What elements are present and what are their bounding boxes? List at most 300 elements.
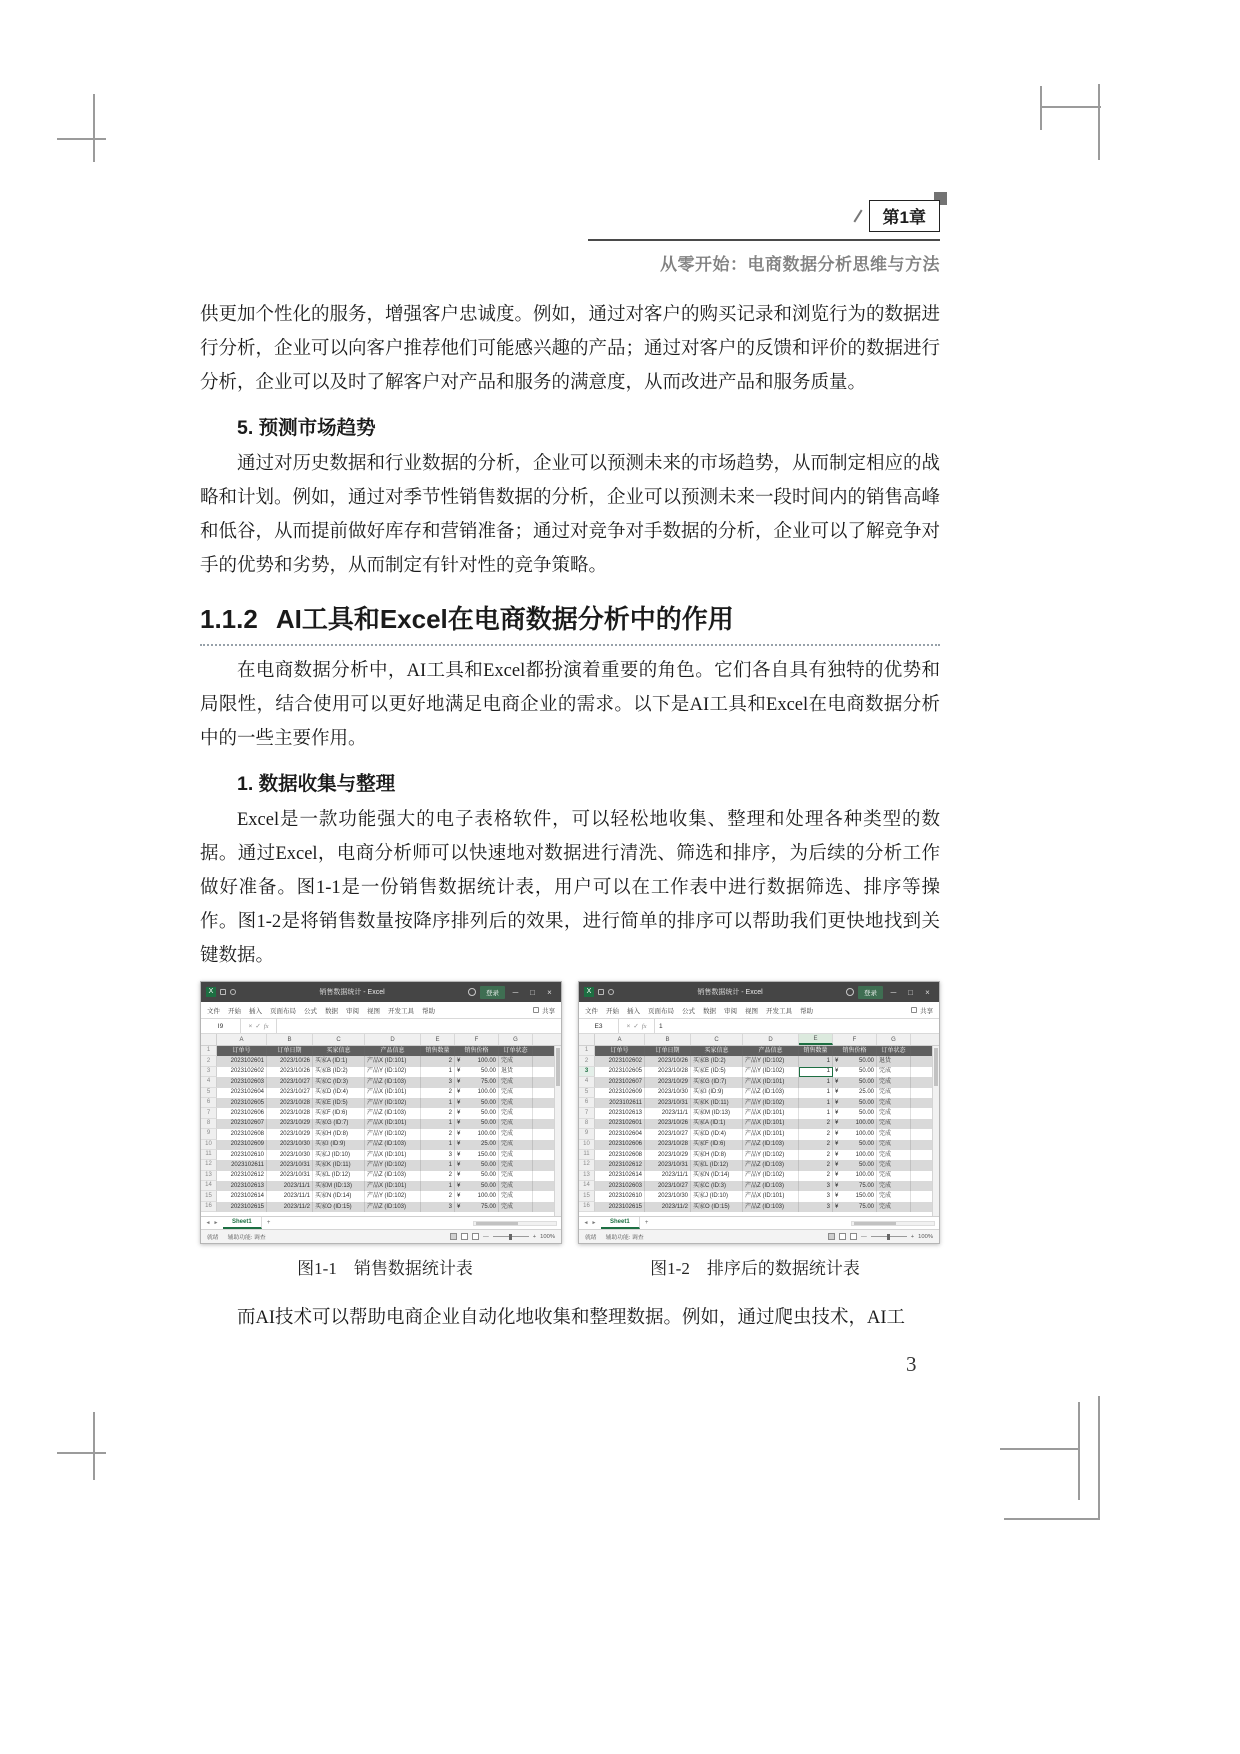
scrollbar-track[interactable] bbox=[473, 1221, 557, 1226]
cell[interactable]: 2023/10/31 bbox=[267, 1160, 313, 1170]
check-icon[interactable]: ✓ bbox=[255, 1023, 261, 1030]
cell[interactable]: 产品X (ID:101) bbox=[743, 1119, 799, 1129]
cell[interactable]: 产品Z (ID:103) bbox=[365, 1202, 421, 1212]
cell[interactable]: 产品Z (ID:103) bbox=[743, 1160, 799, 1170]
cell[interactable]: 买家N (ID:14) bbox=[313, 1191, 365, 1201]
row-header[interactable]: 9 bbox=[201, 1129, 217, 1139]
cell[interactable]: ¥ 50.00 bbox=[833, 1108, 877, 1118]
minimize-button[interactable]: ─ bbox=[512, 987, 519, 997]
cell[interactable]: 完成 bbox=[877, 1119, 911, 1129]
cell[interactable]: 2023/11/1 bbox=[645, 1171, 691, 1181]
cell[interactable]: 1 bbox=[799, 1077, 833, 1087]
cell[interactable]: 产品Y (ID:102) bbox=[365, 1067, 421, 1077]
cell[interactable]: 产品X (ID:101) bbox=[365, 1119, 421, 1129]
share-button[interactable] bbox=[911, 1006, 933, 1015]
search-icon[interactable] bbox=[846, 988, 854, 996]
cell[interactable]: 2023/10/31 bbox=[645, 1160, 691, 1170]
cell[interactable]: 销售价格 bbox=[455, 1046, 499, 1056]
column-header-F[interactable]: F bbox=[455, 1034, 499, 1045]
cell[interactable]: 产品信息 bbox=[365, 1046, 421, 1056]
cell[interactable]: 2023102610 bbox=[217, 1150, 267, 1160]
cell[interactable]: 2023/11/1 bbox=[267, 1181, 313, 1191]
row-header[interactable]: 2 bbox=[201, 1056, 217, 1066]
cell[interactable]: 买家M (ID:13) bbox=[691, 1108, 743, 1118]
cell[interactable]: 3 bbox=[799, 1191, 833, 1201]
cell[interactable]: 2023102601 bbox=[217, 1056, 267, 1066]
horizontal-scrollbar[interactable] bbox=[847, 1217, 939, 1229]
row-header[interactable]: 11 bbox=[579, 1150, 595, 1160]
sheet-prev-icon[interactable]: ◄ bbox=[583, 1220, 589, 1226]
cell[interactable]: 产品X (ID:101) bbox=[365, 1056, 421, 1066]
scrollbar-thumb[interactable] bbox=[476, 1222, 518, 1225]
cell[interactable]: ¥ 50.00 bbox=[455, 1181, 499, 1191]
page-break-view-icon[interactable] bbox=[850, 1233, 857, 1240]
cell[interactable]: 退货 bbox=[877, 1056, 911, 1066]
cell[interactable]: 订单日期 bbox=[267, 1046, 313, 1056]
cell[interactable]: 买家C (ID:3) bbox=[313, 1077, 365, 1087]
cell[interactable]: 完成 bbox=[877, 1150, 911, 1160]
cell[interactable]: ¥ 100.00 bbox=[455, 1088, 499, 1098]
cell[interactable]: ¥ 50.00 bbox=[455, 1098, 499, 1108]
cell[interactable]: 2023102615 bbox=[217, 1202, 267, 1212]
row-header[interactable]: 8 bbox=[201, 1119, 217, 1129]
horizontal-scrollbar[interactable] bbox=[469, 1217, 561, 1229]
cell[interactable]: ¥ 50.00 bbox=[833, 1160, 877, 1170]
cell[interactable]: ¥ 150.00 bbox=[455, 1150, 499, 1160]
cell[interactable]: 1 bbox=[421, 1140, 455, 1150]
cell[interactable]: 销售数量 bbox=[799, 1046, 833, 1056]
cell[interactable]: 2023102608 bbox=[595, 1150, 645, 1160]
cell[interactable]: 产品Y (ID:102) bbox=[743, 1056, 799, 1066]
column-header-E[interactable]: E bbox=[421, 1034, 455, 1045]
column-header-G[interactable]: G bbox=[877, 1034, 911, 1045]
row-header[interactable]: 6 bbox=[201, 1098, 217, 1108]
cell[interactable]: 完成 bbox=[877, 1160, 911, 1170]
zoom-in-icon[interactable]: + bbox=[532, 1233, 537, 1240]
cell[interactable]: 完成 bbox=[499, 1088, 533, 1098]
cell[interactable]: 完成 bbox=[877, 1067, 911, 1077]
row-header[interactable]: 16 bbox=[579, 1202, 595, 1212]
ribbon-tab[interactable]: 公式 bbox=[304, 1007, 317, 1015]
cell[interactable]: ¥ 50.00 bbox=[833, 1067, 877, 1077]
cell[interactable]: 产品Y (ID:102) bbox=[365, 1129, 421, 1139]
cell[interactable]: 订单状态 bbox=[499, 1046, 533, 1056]
cell[interactable]: 产品Z (ID:103) bbox=[743, 1202, 799, 1212]
cell[interactable]: 产品Z (ID:103) bbox=[365, 1140, 421, 1150]
row-header[interactable]: 1 bbox=[579, 1046, 595, 1056]
cell[interactable]: 2 bbox=[799, 1150, 833, 1160]
page-layout-view-icon[interactable] bbox=[461, 1233, 468, 1240]
minimize-button[interactable]: ─ bbox=[890, 987, 897, 997]
cell[interactable]: ¥ 25.00 bbox=[455, 1140, 499, 1150]
row-header[interactable]: 5 bbox=[579, 1088, 595, 1098]
cell[interactable]: 2023/11/2 bbox=[645, 1202, 691, 1212]
cell[interactable]: 2023102614 bbox=[595, 1171, 645, 1181]
cell[interactable]: ¥ 75.00 bbox=[833, 1181, 877, 1191]
cell[interactable]: 买家C (ID:3) bbox=[691, 1181, 743, 1191]
cell[interactable]: 2023/10/27 bbox=[645, 1181, 691, 1191]
row-header[interactable]: 10 bbox=[579, 1140, 595, 1150]
cell[interactable]: 买家E (ID:5) bbox=[691, 1067, 743, 1077]
cell[interactable]: 2 bbox=[421, 1108, 455, 1118]
cell[interactable]: 2023102604 bbox=[595, 1129, 645, 1139]
sheet-tab-sheet1[interactable]: Sheet1 bbox=[223, 1217, 262, 1229]
cell[interactable]: ¥ 50.00 bbox=[455, 1119, 499, 1129]
cell[interactable]: ¥ 50.00 bbox=[833, 1056, 877, 1066]
cell[interactable]: 完成 bbox=[877, 1191, 911, 1201]
cell[interactable]: ¥ 100.00 bbox=[455, 1191, 499, 1201]
zoom-slider-thumb[interactable] bbox=[887, 1234, 890, 1240]
cell[interactable]: 2023/10/26 bbox=[645, 1056, 691, 1066]
cell[interactable]: 完成 bbox=[877, 1181, 911, 1191]
cell[interactable]: 完成 bbox=[499, 1129, 533, 1139]
cell[interactable]: 2023/10/30 bbox=[267, 1150, 313, 1160]
cell[interactable]: 2023102606 bbox=[595, 1140, 645, 1150]
cell[interactable]: 完成 bbox=[499, 1077, 533, 1087]
cell[interactable]: 3 bbox=[799, 1181, 833, 1191]
row-header[interactable]: 7 bbox=[579, 1108, 595, 1118]
check-icon[interactable]: ✓ bbox=[633, 1023, 639, 1030]
cell[interactable]: ¥ 50.00 bbox=[455, 1067, 499, 1077]
ribbon-tab[interactable]: 插入 bbox=[249, 1007, 262, 1015]
cell[interactable]: 2023102603 bbox=[595, 1181, 645, 1191]
cell[interactable]: ¥ 50.00 bbox=[455, 1108, 499, 1118]
cell[interactable]: 买家N (ID:14) bbox=[691, 1171, 743, 1181]
cell[interactable]: 2 bbox=[799, 1160, 833, 1170]
row-header[interactable]: 12 bbox=[579, 1160, 595, 1170]
cell[interactable]: 买家D (ID:4) bbox=[313, 1088, 365, 1098]
column-header-C[interactable]: C bbox=[691, 1034, 743, 1045]
cell[interactable]: 产品Z (ID:103) bbox=[743, 1140, 799, 1150]
cell[interactable]: 2023102601 bbox=[595, 1119, 645, 1129]
cell[interactable]: 2023/10/28 bbox=[267, 1108, 313, 1118]
cell[interactable]: 2023102609 bbox=[595, 1088, 645, 1098]
cell[interactable]: 完成 bbox=[499, 1119, 533, 1129]
cell[interactable]: 2 bbox=[421, 1171, 455, 1181]
cell[interactable]: ¥ 100.00 bbox=[455, 1056, 499, 1066]
cell[interactable]: 产品Z (ID:103) bbox=[743, 1088, 799, 1098]
cell[interactable]: 买家B (ID:2) bbox=[313, 1067, 365, 1077]
cell[interactable]: 2023102613 bbox=[595, 1108, 645, 1118]
row-header[interactable]: 12 bbox=[201, 1160, 217, 1170]
ribbon-tab[interactable]: 页面布局 bbox=[270, 1007, 296, 1015]
cell[interactable]: 完成 bbox=[877, 1098, 911, 1108]
cell[interactable]: 买家G (ID:7) bbox=[313, 1119, 365, 1129]
cell[interactable]: ¥ 100.00 bbox=[833, 1129, 877, 1139]
formula-input[interactable]: 1 bbox=[659, 1022, 663, 1030]
cell[interactable]: 2023102612 bbox=[595, 1160, 645, 1170]
cell[interactable]: 产品Z (ID:103) bbox=[743, 1181, 799, 1191]
cell[interactable]: 3 bbox=[421, 1150, 455, 1160]
cell[interactable]: 产品信息 bbox=[743, 1046, 799, 1056]
cell[interactable]: ¥ 50.00 bbox=[833, 1140, 877, 1150]
cell[interactable]: 买家I (ID:9) bbox=[691, 1088, 743, 1098]
sheet-next-icon[interactable]: ► bbox=[591, 1220, 597, 1226]
ribbon-tab[interactable]: 数据 bbox=[325, 1007, 338, 1015]
undo-icon[interactable] bbox=[230, 989, 236, 995]
cell[interactable]: ¥ 50.00 bbox=[455, 1160, 499, 1170]
zoom-level[interactable]: 100% bbox=[918, 1233, 933, 1240]
page-layout-view-icon[interactable] bbox=[839, 1233, 846, 1240]
cell[interactable]: 产品X (ID:101) bbox=[743, 1191, 799, 1201]
column-header-A[interactable]: A bbox=[217, 1034, 267, 1045]
ribbon-tab[interactable]: 开始 bbox=[228, 1007, 241, 1015]
cell[interactable]: 产品Y (ID:102) bbox=[743, 1098, 799, 1108]
fx-icon[interactable]: fx bbox=[641, 1022, 647, 1030]
cell[interactable]: 2023/10/26 bbox=[267, 1056, 313, 1066]
column-header-D[interactable]: D bbox=[365, 1034, 421, 1045]
login-button[interactable]: 登录 bbox=[480, 986, 505, 999]
cell[interactable]: 完成 bbox=[877, 1171, 911, 1181]
cell[interactable]: 3 bbox=[421, 1077, 455, 1087]
cell[interactable]: 2023/10/29 bbox=[645, 1077, 691, 1087]
ribbon-tab[interactable]: 审阅 bbox=[724, 1007, 737, 1015]
cell[interactable]: 买家L (ID:12) bbox=[313, 1171, 365, 1181]
cell[interactable]: 买家A (ID:1) bbox=[313, 1056, 365, 1066]
cell[interactable]: 2023/10/28 bbox=[645, 1067, 691, 1077]
zoom-level[interactable]: 100% bbox=[540, 1233, 555, 1240]
cell[interactable]: ¥ 50.00 bbox=[833, 1077, 877, 1087]
cell[interactable]: 买家J (ID:10) bbox=[691, 1191, 743, 1201]
cell[interactable]: 1 bbox=[799, 1067, 833, 1077]
column-header-E[interactable]: E bbox=[799, 1034, 833, 1045]
cell[interactable]: 2 bbox=[421, 1056, 455, 1066]
cell[interactable]: ¥ 25.00 bbox=[833, 1088, 877, 1098]
cell[interactable]: 2023/10/28 bbox=[267, 1098, 313, 1108]
column-header-C[interactable]: C bbox=[313, 1034, 365, 1045]
row-header[interactable]: 10 bbox=[201, 1140, 217, 1150]
name-box[interactable]: E3 bbox=[579, 1019, 619, 1033]
cell[interactable]: 产品Y (ID:102) bbox=[743, 1150, 799, 1160]
cell[interactable]: 产品X (ID:101) bbox=[743, 1077, 799, 1087]
sheet-tab-sheet1[interactable]: Sheet1 bbox=[601, 1217, 640, 1229]
cell[interactable]: 买家H (ID:8) bbox=[691, 1150, 743, 1160]
cell[interactable]: 买家E (ID:5) bbox=[313, 1098, 365, 1108]
cell[interactable]: ¥ 75.00 bbox=[455, 1077, 499, 1087]
cell[interactable]: 买家J (ID:10) bbox=[313, 1150, 365, 1160]
cell[interactable]: 买家F (ID:6) bbox=[313, 1108, 365, 1118]
cell[interactable]: 完成 bbox=[499, 1160, 533, 1170]
row-header[interactable]: 6 bbox=[579, 1098, 595, 1108]
row-header[interactable]: 15 bbox=[201, 1191, 217, 1201]
cell[interactable]: 2023102608 bbox=[217, 1129, 267, 1139]
row-header[interactable]: 15 bbox=[579, 1191, 595, 1201]
share-button[interactable] bbox=[533, 1006, 555, 1015]
cell[interactable]: 2023102611 bbox=[595, 1098, 645, 1108]
cell[interactable]: 买家O (ID:15) bbox=[691, 1202, 743, 1212]
cancel-icon[interactable]: × bbox=[626, 1022, 631, 1030]
cell[interactable]: 买家K (ID:11) bbox=[691, 1098, 743, 1108]
cell[interactable]: 订单号 bbox=[217, 1046, 267, 1056]
cell[interactable]: 买家I (ID:9) bbox=[313, 1140, 365, 1150]
cell[interactable]: 2023102603 bbox=[217, 1077, 267, 1087]
row-header[interactable]: 14 bbox=[579, 1181, 595, 1191]
cell[interactable]: 产品Z (ID:103) bbox=[365, 1077, 421, 1087]
cell[interactable]: 买家B (ID:2) bbox=[691, 1056, 743, 1066]
cell[interactable]: 2023/10/29 bbox=[267, 1129, 313, 1139]
ribbon-tab[interactable]: 开发工具 bbox=[766, 1007, 792, 1015]
cell[interactable]: 销售价格 bbox=[833, 1046, 877, 1056]
column-header-F[interactable]: F bbox=[833, 1034, 877, 1045]
column-header-G[interactable]: G bbox=[499, 1034, 533, 1045]
cell[interactable]: 2023102609 bbox=[217, 1140, 267, 1150]
cell[interactable]: 产品Y (ID:102) bbox=[365, 1098, 421, 1108]
cell[interactable]: 订单日期 bbox=[645, 1046, 691, 1056]
row-header[interactable]: 2 bbox=[579, 1056, 595, 1066]
row-header[interactable]: 3 bbox=[579, 1067, 595, 1077]
ribbon-tab[interactable]: 公式 bbox=[682, 1007, 695, 1015]
cell[interactable]: ¥ 50.00 bbox=[455, 1171, 499, 1181]
cell[interactable]: 1 bbox=[421, 1067, 455, 1077]
search-icon[interactable] bbox=[468, 988, 476, 996]
row-header[interactable]: 3 bbox=[201, 1067, 217, 1077]
select-all-corner[interactable] bbox=[201, 1034, 217, 1045]
maximize-button[interactable]: □ bbox=[530, 987, 535, 997]
cell[interactable]: 订单号 bbox=[595, 1046, 645, 1056]
cell[interactable]: 2 bbox=[799, 1140, 833, 1150]
column-header-D[interactable]: D bbox=[743, 1034, 799, 1045]
cell[interactable]: 2023102614 bbox=[217, 1191, 267, 1201]
scrollbar-thumb[interactable] bbox=[556, 1048, 560, 1086]
cell[interactable]: 完成 bbox=[499, 1140, 533, 1150]
normal-view-icon[interactable] bbox=[450, 1233, 457, 1240]
cell[interactable]: 完成 bbox=[499, 1171, 533, 1181]
cell[interactable]: 退货 bbox=[499, 1067, 533, 1077]
cell[interactable]: 2023102610 bbox=[595, 1191, 645, 1201]
cell[interactable]: 1 bbox=[799, 1098, 833, 1108]
cell[interactable]: 产品Z (ID:103) bbox=[365, 1171, 421, 1181]
cell[interactable]: 完成 bbox=[499, 1150, 533, 1160]
cell[interactable]: 2 bbox=[421, 1129, 455, 1139]
cancel-icon[interactable]: × bbox=[248, 1022, 253, 1030]
ribbon-tab[interactable]: 页面布局 bbox=[648, 1007, 674, 1015]
cell[interactable]: 2 bbox=[421, 1191, 455, 1201]
cell[interactable]: 完成 bbox=[499, 1181, 533, 1191]
column-header-A[interactable]: A bbox=[595, 1034, 645, 1045]
zoom-in-icon[interactable]: + bbox=[910, 1233, 915, 1240]
cell[interactable]: 2023/10/29 bbox=[267, 1119, 313, 1129]
scrollbar-track[interactable] bbox=[851, 1221, 935, 1226]
cell[interactable]: 2023/10/26 bbox=[645, 1119, 691, 1129]
undo-icon[interactable] bbox=[608, 989, 614, 995]
cell[interactable]: 2023102613 bbox=[217, 1181, 267, 1191]
cell[interactable]: 2023/10/27 bbox=[645, 1129, 691, 1139]
cell[interactable]: 产品X (ID:101) bbox=[743, 1129, 799, 1139]
add-sheet-button[interactable]: + bbox=[266, 1220, 271, 1226]
cell[interactable]: 1 bbox=[421, 1181, 455, 1191]
vertical-scrollbar[interactable] bbox=[554, 1046, 561, 1216]
cell[interactable]: 买家信息 bbox=[691, 1046, 743, 1056]
row-header[interactable]: 8 bbox=[579, 1119, 595, 1129]
cell[interactable]: 产品X (ID:101) bbox=[365, 1181, 421, 1191]
cell[interactable]: 销售数量 bbox=[421, 1046, 455, 1056]
cell[interactable]: 买家L (ID:12) bbox=[691, 1160, 743, 1170]
cell[interactable]: 订单状态 bbox=[877, 1046, 911, 1056]
row-header[interactable]: 4 bbox=[201, 1077, 217, 1087]
cell[interactable]: 产品Y (ID:102) bbox=[365, 1160, 421, 1170]
ribbon-tab[interactable]: 开始 bbox=[606, 1007, 619, 1015]
cell[interactable]: 2023/10/27 bbox=[267, 1088, 313, 1098]
cell[interactable]: 2023102615 bbox=[595, 1202, 645, 1212]
cell[interactable]: 买家H (ID:8) bbox=[313, 1129, 365, 1139]
row-header[interactable]: 4 bbox=[579, 1077, 595, 1087]
cell[interactable]: 买家F (ID:6) bbox=[691, 1140, 743, 1150]
cell[interactable]: 完成 bbox=[499, 1098, 533, 1108]
cell[interactable]: 完成 bbox=[877, 1077, 911, 1087]
cell[interactable]: 产品X (ID:101) bbox=[365, 1088, 421, 1098]
cell[interactable]: 2023102604 bbox=[217, 1088, 267, 1098]
cell[interactable]: ¥ 75.00 bbox=[833, 1202, 877, 1212]
cell[interactable]: 2 bbox=[421, 1088, 455, 1098]
cell[interactable]: 2023/10/30 bbox=[267, 1140, 313, 1150]
cell[interactable]: 2023/10/26 bbox=[267, 1067, 313, 1077]
row-header[interactable]: 13 bbox=[579, 1171, 595, 1181]
cell[interactable]: 买家G (ID:7) bbox=[691, 1077, 743, 1087]
cell[interactable]: 买家O (ID:15) bbox=[313, 1202, 365, 1212]
cell[interactable]: 1 bbox=[421, 1119, 455, 1129]
cell[interactable]: 买家K (ID:11) bbox=[313, 1160, 365, 1170]
select-all-corner[interactable] bbox=[579, 1034, 595, 1045]
zoom-out-icon[interactable]: — bbox=[482, 1233, 489, 1240]
cell[interactable]: 产品Z (ID:103) bbox=[365, 1108, 421, 1118]
close-button[interactable]: × bbox=[547, 987, 552, 997]
save-icon[interactable] bbox=[220, 989, 226, 995]
row-header[interactable]: 7 bbox=[201, 1108, 217, 1118]
cell[interactable]: 2023102607 bbox=[217, 1119, 267, 1129]
cell[interactable]: 2023102602 bbox=[217, 1067, 267, 1077]
cell[interactable]: ¥ 100.00 bbox=[833, 1171, 877, 1181]
cell[interactable]: 2023/10/28 bbox=[645, 1140, 691, 1150]
row-header[interactable]: 1 bbox=[201, 1046, 217, 1056]
close-button[interactable]: × bbox=[925, 987, 930, 997]
row-header[interactable]: 13 bbox=[201, 1171, 217, 1181]
cell[interactable]: 买家M (ID:13) bbox=[313, 1181, 365, 1191]
cell[interactable]: 完成 bbox=[499, 1108, 533, 1118]
cell[interactable]: 2023/10/29 bbox=[645, 1150, 691, 1160]
cell[interactable]: 2023102612 bbox=[217, 1171, 267, 1181]
column-header-B[interactable]: B bbox=[645, 1034, 691, 1045]
cell[interactable]: 2023/11/2 bbox=[267, 1202, 313, 1212]
cell[interactable]: 产品Y (ID:102) bbox=[743, 1067, 799, 1077]
cell[interactable]: 买家信息 bbox=[313, 1046, 365, 1056]
fx-icon[interactable]: fx bbox=[263, 1022, 269, 1030]
cell[interactable]: 产品X (ID:101) bbox=[743, 1108, 799, 1118]
ribbon-tab[interactable]: 帮助 bbox=[422, 1007, 435, 1015]
sheet-next-icon[interactable]: ► bbox=[213, 1220, 219, 1226]
cell[interactable]: 产品Y (ID:102) bbox=[743, 1171, 799, 1181]
ribbon-tab[interactable]: 数据 bbox=[703, 1007, 716, 1015]
ribbon-tab[interactable]: 审阅 bbox=[346, 1007, 359, 1015]
cell[interactable]: 完成 bbox=[877, 1108, 911, 1118]
zoom-slider[interactable] bbox=[871, 1236, 907, 1238]
cell[interactable]: 买家D (ID:4) bbox=[691, 1129, 743, 1139]
cell[interactable]: 完成 bbox=[877, 1129, 911, 1139]
page-break-view-icon[interactable] bbox=[472, 1233, 479, 1240]
cell[interactable]: 完成 bbox=[877, 1088, 911, 1098]
vertical-scrollbar[interactable] bbox=[932, 1046, 939, 1216]
cell[interactable]: ¥ 100.00 bbox=[455, 1129, 499, 1139]
cell[interactable]: 2 bbox=[799, 1129, 833, 1139]
scrollbar-thumb[interactable] bbox=[934, 1048, 938, 1086]
cell[interactable]: 2023/11/1 bbox=[645, 1108, 691, 1118]
ribbon-tab[interactable]: 视图 bbox=[367, 1007, 380, 1015]
cell[interactable]: 3 bbox=[799, 1202, 833, 1212]
cell[interactable]: 产品Y (ID:102) bbox=[365, 1191, 421, 1201]
row-header[interactable]: 11 bbox=[201, 1150, 217, 1160]
cell[interactable]: 买家A (ID:1) bbox=[691, 1119, 743, 1129]
cell[interactable]: 2023/10/30 bbox=[645, 1088, 691, 1098]
cell[interactable]: 1 bbox=[799, 1056, 833, 1066]
